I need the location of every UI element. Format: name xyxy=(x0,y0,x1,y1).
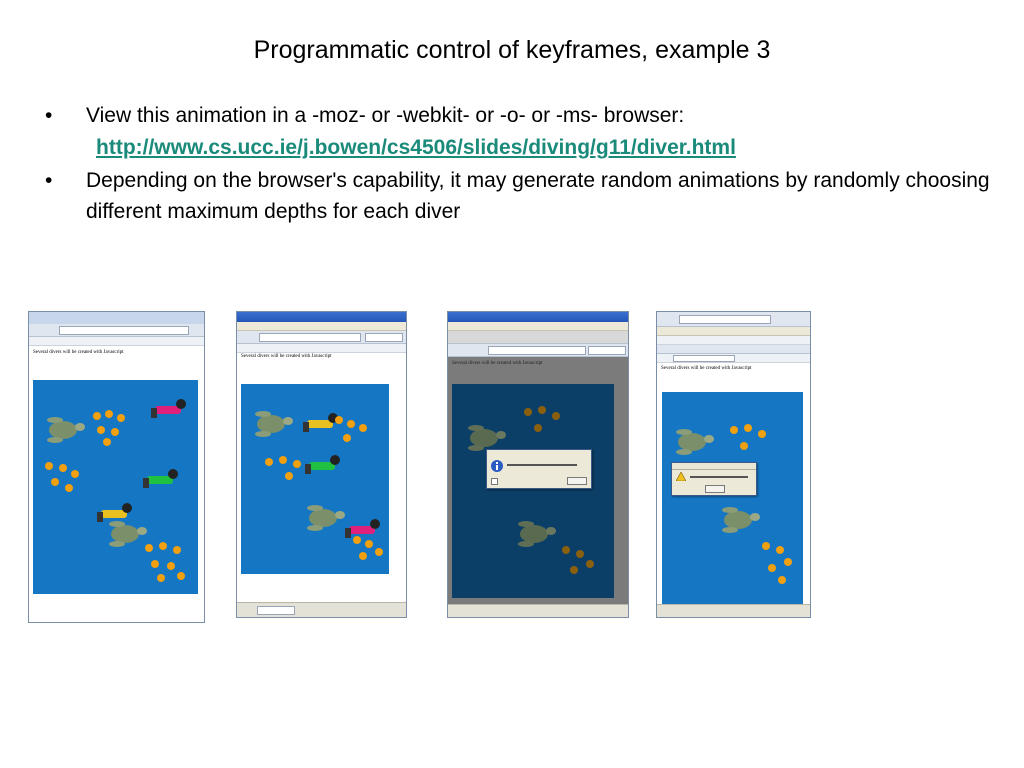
screenshot-opera xyxy=(447,311,629,618)
find-input[interactable] xyxy=(257,606,295,615)
menu-bar xyxy=(448,322,628,331)
page-text: Several divers will be created with Javascript xyxy=(452,361,543,366)
bullet-list xyxy=(40,100,1000,227)
javascript-alert-dialog xyxy=(486,449,592,489)
bookmarks-bar xyxy=(237,344,406,353)
turtle-icon xyxy=(249,410,295,438)
status-bar xyxy=(657,604,810,617)
sea-canvas xyxy=(33,380,198,594)
turtle-icon xyxy=(670,428,716,456)
sea-canvas xyxy=(662,392,803,604)
fish-school-icon xyxy=(333,414,373,444)
slide-title: Programmatic control of keyframes, example 3 xyxy=(253,36,771,64)
fish-school-icon xyxy=(43,460,83,494)
diver-icon xyxy=(151,394,187,424)
sea-canvas xyxy=(452,384,614,598)
turtle-icon xyxy=(462,424,508,452)
turtle-icon xyxy=(301,504,347,532)
diver-icon xyxy=(143,464,179,494)
bullet-browser-capability xyxy=(40,165,1000,227)
address-bar[interactable] xyxy=(259,333,361,342)
window-title-bar xyxy=(448,312,628,322)
browser-tab-bar xyxy=(29,312,204,324)
find-input[interactable] xyxy=(673,355,735,362)
browser-toolbar xyxy=(237,331,406,344)
find-bar xyxy=(237,602,406,617)
window-title-bar xyxy=(237,312,406,322)
browser-toolbar xyxy=(657,312,810,327)
fish-school-icon xyxy=(351,534,387,564)
fish-school-icon xyxy=(728,422,772,458)
message-dialog xyxy=(671,462,757,496)
bullet-marker: • xyxy=(45,169,53,192)
bullet-text: Depending on the browser's capability, it may generate random animations by randomly choosing different maximum depths for each diver xyxy=(86,169,990,223)
find-bar xyxy=(657,354,810,363)
screenshot-internet-explorer xyxy=(656,311,811,618)
fish-school-icon xyxy=(91,408,131,448)
browser-toolbar xyxy=(448,344,628,357)
fish-school-icon xyxy=(141,540,191,586)
diver-animation-link[interactable]: http://www.cs.ucc.ie/j.bowen/cs4506/slides/diving/g11/diver.html xyxy=(96,136,736,159)
favorites-bar xyxy=(657,336,810,345)
bullet-view-animation xyxy=(40,100,1000,131)
fish-school-icon xyxy=(560,544,600,584)
turtle-icon xyxy=(41,416,87,444)
dialog-message xyxy=(507,464,577,466)
address-bar[interactable] xyxy=(488,346,586,355)
warning-icon xyxy=(676,472,686,481)
status-bar xyxy=(448,604,628,617)
diver-icon xyxy=(305,450,341,480)
command-bar xyxy=(657,345,810,354)
turtle-icon xyxy=(716,506,762,534)
browser-toolbar xyxy=(29,324,204,337)
dialog-message xyxy=(690,476,748,478)
tab-bar xyxy=(448,331,628,344)
fish-school-icon xyxy=(758,540,798,590)
address-bar[interactable] xyxy=(679,315,771,324)
page-text: Several divers will be created with Javascript xyxy=(661,366,752,371)
menu-bar xyxy=(237,322,406,331)
fish-school-icon xyxy=(263,454,305,484)
fish-school-icon xyxy=(522,404,566,440)
stop-scripts-checkbox[interactable] xyxy=(491,478,498,485)
search-box[interactable] xyxy=(588,346,626,355)
ok-button[interactable] xyxy=(705,485,725,493)
info-icon xyxy=(491,460,503,472)
bullet-marker: • xyxy=(45,104,53,127)
ok-button[interactable] xyxy=(567,477,587,485)
link-line xyxy=(40,131,1000,165)
screenshot-firefox xyxy=(236,311,407,618)
bullet-text: View this animation in a -moz- or -webkit- or -o- or -ms- browser: xyxy=(86,104,685,127)
bookmarks-bar xyxy=(29,337,204,346)
address-bar[interactable] xyxy=(59,326,189,335)
page-text: Several divers will be created with Javascript xyxy=(33,350,124,355)
turtle-icon xyxy=(512,520,558,548)
dialog-title-bar xyxy=(672,463,756,470)
menu-bar xyxy=(657,327,810,336)
screenshot-chrome xyxy=(28,311,205,623)
search-box[interactable] xyxy=(365,333,403,342)
sea-canvas xyxy=(241,384,389,574)
page-text: Several divers will be created with Javascript xyxy=(241,354,332,359)
